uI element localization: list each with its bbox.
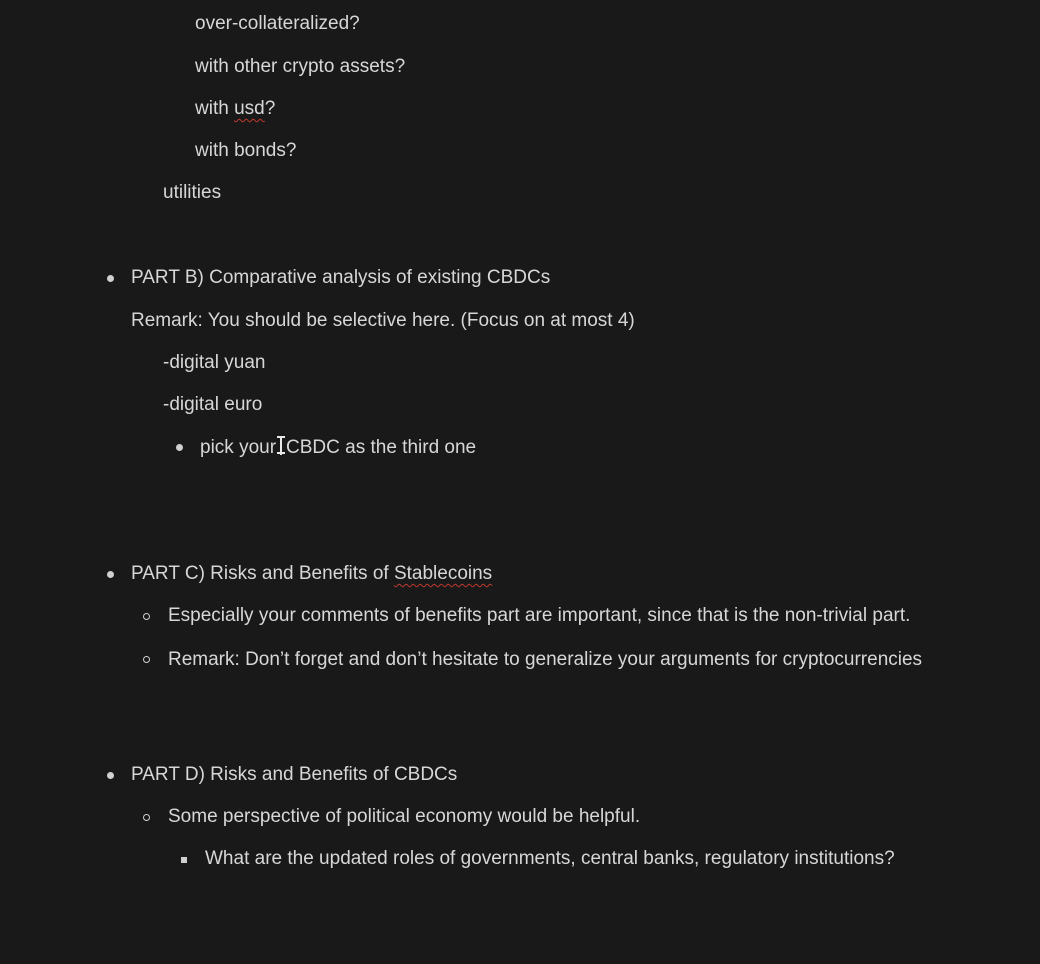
- text-pick-cbdc[interactable]: [200, 435, 476, 460]
- text-digital-euro[interactable]: -digital euro: [163, 394, 263, 415]
- text-with-usd-prefix: with: [195, 98, 235, 119]
- bullet-disc-icon: [107, 571, 114, 578]
- bullet-disc-icon: [107, 275, 114, 282]
- text-digital-yuan[interactable]: -digital yuan: [163, 352, 266, 373]
- bullet-circle-icon: [143, 613, 150, 620]
- text-part-d-item-1[interactable]: Some perspective of political economy would be helpful.: [168, 806, 641, 827]
- text-part-d-subitem-1[interactable]: What are the updated roles of governments, central banks, regulatory institutions?: [205, 848, 895, 869]
- text-utilities[interactable]: utilities: [163, 182, 222, 203]
- text-over-collateralized[interactable]: over-collateralized?: [195, 13, 360, 34]
- heading-part-b[interactable]: PART B) Comparative analysis of existing CBDCs: [131, 267, 551, 288]
- bullet-square-icon: [181, 857, 187, 863]
- heading-part-d[interactable]: PART D) Risks and Benefits of CBDCs: [131, 764, 458, 785]
- spellcheck-word-usd[interactable]: usd: [234, 98, 265, 119]
- text-part-b-remark[interactable]: Remark: You should be selective here. (Focus on at most 4): [131, 310, 635, 331]
- text-with-crypto-assets[interactable]: with other crypto assets?: [195, 56, 406, 77]
- text-pick-prefix: pick your: [200, 437, 277, 458]
- text-pick-suffix: CBDC as the third one: [286, 437, 477, 458]
- text-part-c-item-2[interactable]: Remark: Don’t forget and don’t hesitate to generalize your arguments for cryptocurrencies: [168, 649, 923, 670]
- text-part-c-item-1[interactable]: Especially your comments of benefits part are important, since that is the non-trivial part.: [168, 605, 911, 626]
- heading-part-c-prefix: PART C) Risks and Benefits of: [131, 563, 394, 584]
- text-with-usd-suffix: ?: [264, 98, 276, 119]
- bullet-circle-icon: [143, 814, 150, 821]
- bullet-circle-icon: [143, 656, 150, 663]
- text-cursor-icon: [277, 435, 285, 457]
- bullet-disc-icon: [107, 772, 114, 779]
- spellcheck-word-stablecoins[interactable]: Stablecoins: [393, 563, 493, 584]
- bullet-disc-icon: [176, 444, 183, 451]
- text-with-bonds[interactable]: with bonds?: [195, 140, 297, 161]
- text-with-usd[interactable]: [195, 97, 275, 121]
- heading-part-c[interactable]: [131, 562, 492, 586]
